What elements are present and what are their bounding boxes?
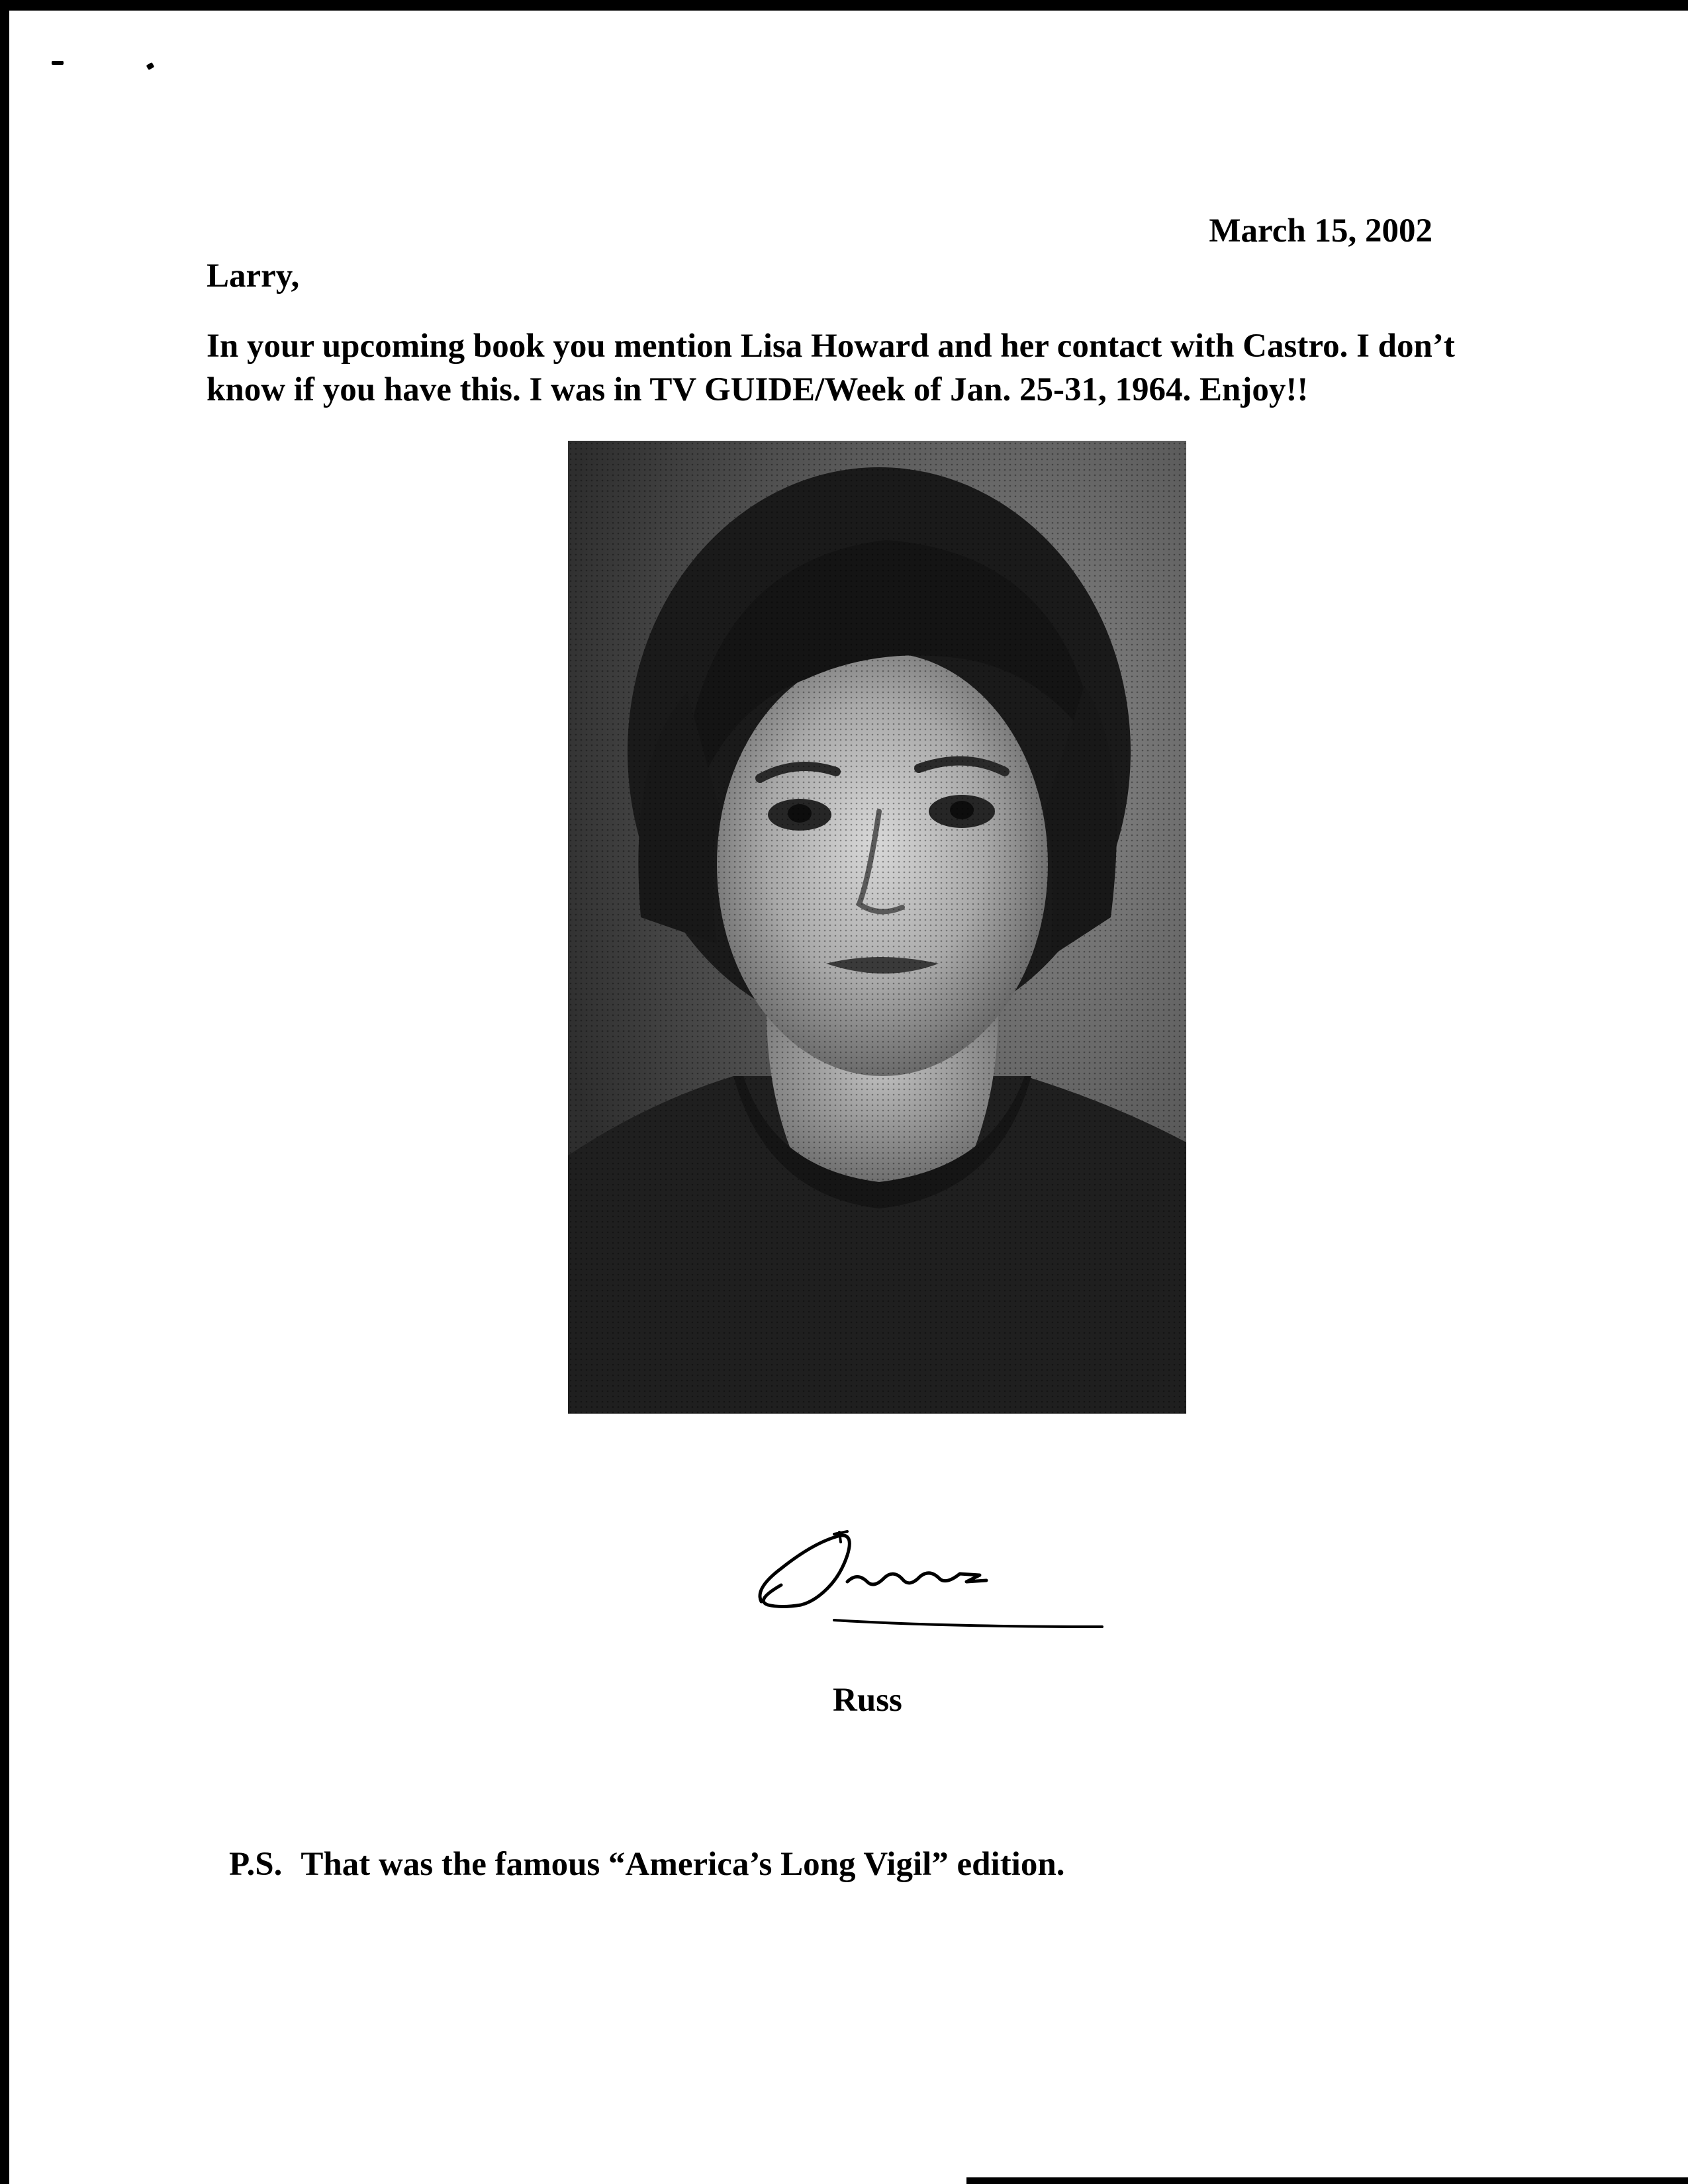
scan-speck: [146, 62, 155, 70]
scan-edge-top: [0, 0, 1688, 11]
scan-speck: [52, 61, 64, 65]
closing-name: Russ: [833, 1682, 902, 1719]
scan-edge-bottom: [966, 2177, 1688, 2184]
letter-date: March 15, 2002: [1209, 212, 1432, 250]
postscript-label: P.S.: [229, 1846, 283, 1883]
handwritten-signature: [741, 1516, 1112, 1648]
postscript-text: That was the famous “America’s Long Vigil” edition.: [301, 1846, 1065, 1883]
portrait-photo: [568, 441, 1186, 1414]
salutation: Larry,: [207, 257, 300, 295]
body-paragraph-line: know if you have this. I was in TV GUIDE/Week of Jan. 25-31, 1964. Enjoy!!: [207, 371, 1309, 408]
postscript: [229, 1843, 1064, 1886]
scan-edge-left: [0, 0, 9, 2184]
body-paragraph-line: In your upcoming book you mention Lisa Howard and her contact with Castro. I don’t: [207, 328, 1455, 365]
